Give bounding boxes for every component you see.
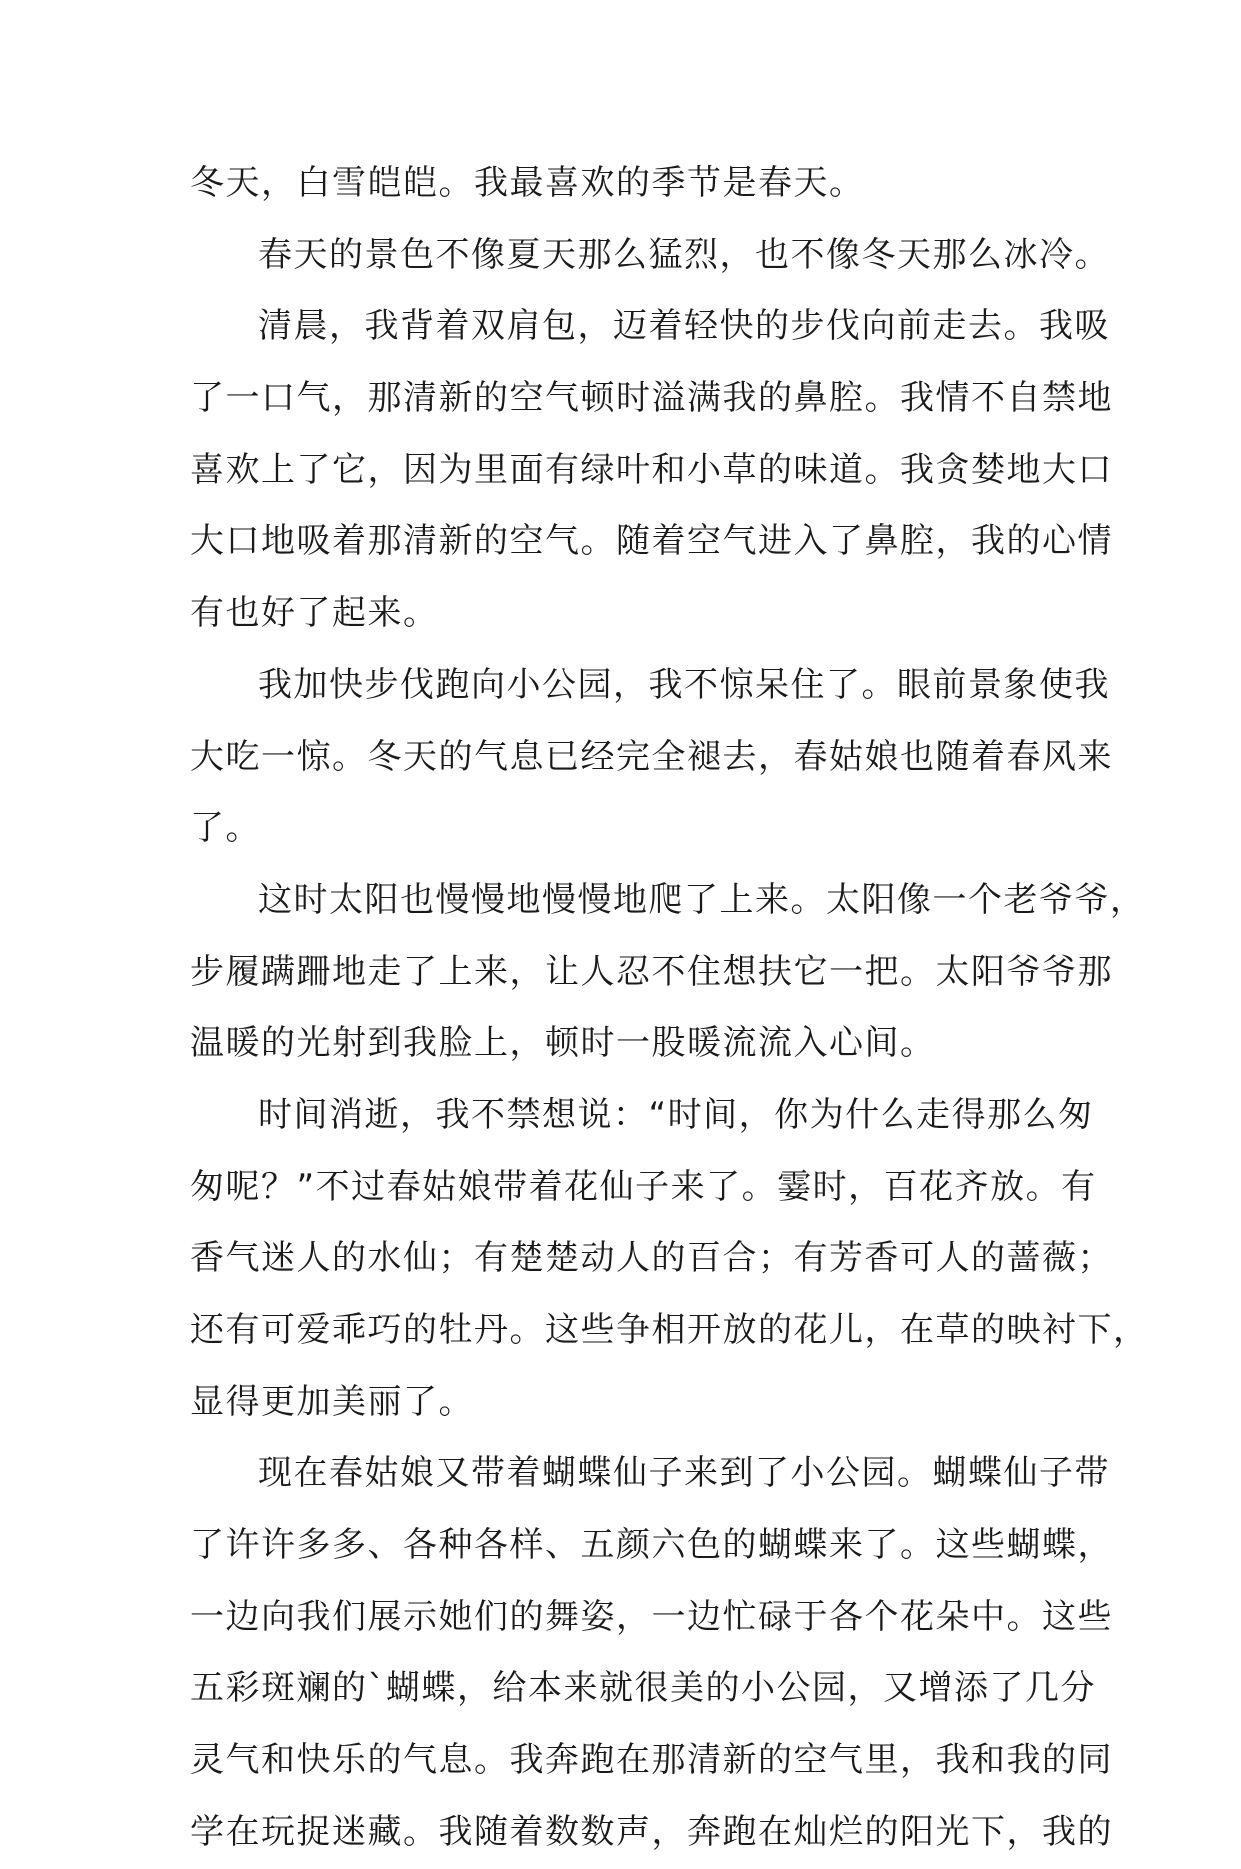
text-line: 五彩斑斓的`蝴蝶，给本来就很美的小公园，又增添了几分 xyxy=(190,1668,1096,1709)
text-line: 大口地吸着那清新的空气。随着空气进入了鼻腔，我的心情 xyxy=(190,521,1113,562)
text-line: 还有可爱乖巧的牡丹。这些争相开放的花儿，在草的映衬下， xyxy=(190,1310,1149,1350)
text-line: 显得更加美丽了。 xyxy=(190,1381,474,1422)
text-line: 春天的景色不像夏天那么猛烈，也不像冬天那么冰冷。 xyxy=(258,234,1110,275)
text-line: 香气迷人的水仙；有楚楚动人的百合；有芳香可人的蔷薇； xyxy=(190,1238,1113,1279)
text-line: 喜欢上了它，因为里面有绿叶和小草的味道。我贪婪地大口 xyxy=(190,449,1113,490)
text-line: 了。 xyxy=(190,808,261,849)
text-line: 一边向我们展示她们的舞姿，一边忙碌于各个花朵中。这些 xyxy=(190,1596,1113,1637)
text-line: 灵气和快乐的气息。我奔跑在那清新的空气里，我和我的同 xyxy=(190,1740,1113,1781)
text-line: 大吃一惊。冬天的气息已经完全褪去，春姑娘也随着春风来 xyxy=(190,736,1113,777)
text-line: 现在春姑娘又带着蝴蝶仙子来到了小公园。蝴蝶仙子带 xyxy=(258,1453,1110,1494)
text-line: 匆呢？”不过春姑娘带着花仙子来了。霎时，百花齐放。有 xyxy=(190,1166,1097,1207)
text-line: 我加快步伐跑向小公园，我不惊呆住了。眼前景象使我 xyxy=(258,664,1110,705)
text-line: 了一口气，那清新的空气顿时溢满我的鼻腔。我情不自禁地 xyxy=(190,378,1113,419)
text-line: 了许许多多、各种各样、五颜六色的蝴蝶来了。这些蝴蝶， xyxy=(190,1525,1113,1566)
text-line: 时间消逝，我不禁想说：“时间，你为什么走得那么匆 xyxy=(258,1094,1094,1135)
text-line: 清晨，我背着双肩包，迈着轻快的步伐向前走去。我吸 xyxy=(258,306,1110,347)
text-line: 冬天，白雪皑皑。我最喜欢的季节是春天。 xyxy=(190,163,865,203)
text-line: 温暖的光射到我脸上，顿时一股暖流流入心间。 xyxy=(190,1023,936,1064)
text-line: 这时太阳也慢慢地慢慢地爬了上来。太阳像一个老爷爷， xyxy=(258,879,1146,920)
text-line: 步履蹒跚地走了上来，让人忍不住想扶它一把。太阳爷爷那 xyxy=(190,951,1113,992)
body-text xyxy=(190,148,1149,1869)
text-line: 学在玩捉迷藏。我随着数数声，奔跑在灿烂的阳光下，我的 xyxy=(190,1811,1113,1852)
text-line: 有也好了起来。 xyxy=(190,593,439,634)
